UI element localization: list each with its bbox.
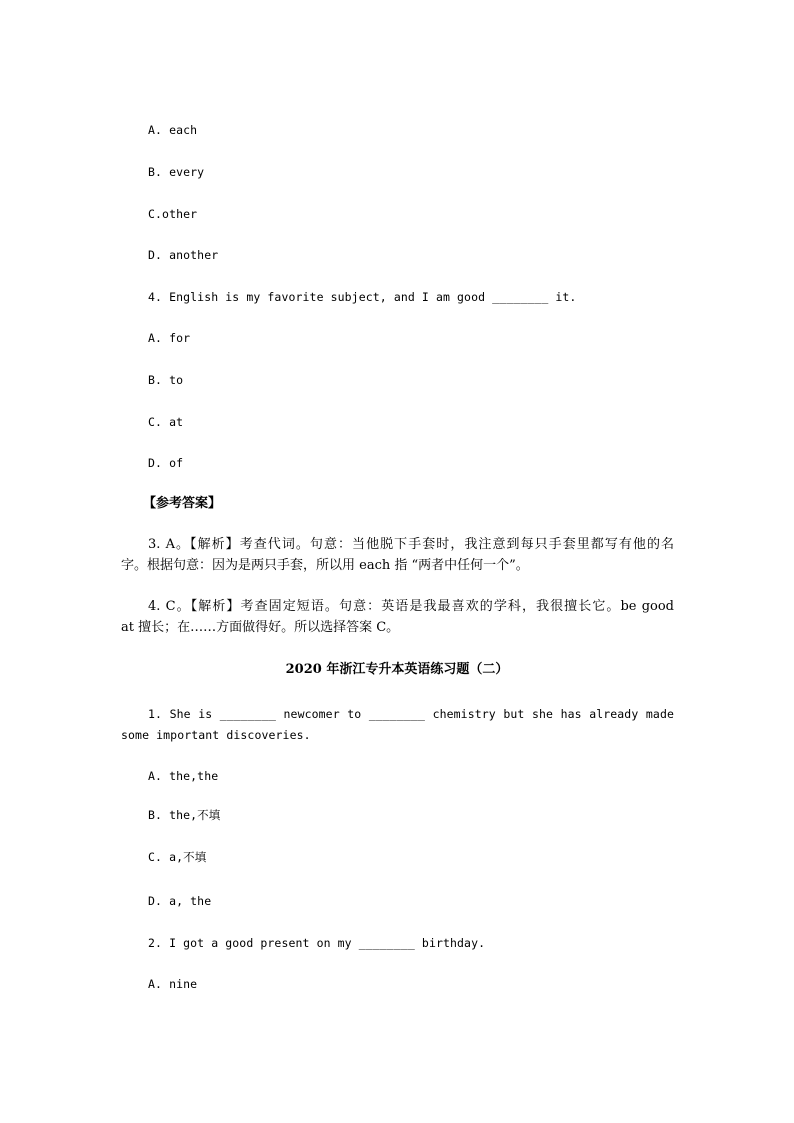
q3-option-a: A. each: [148, 123, 198, 137]
q1-option-a: A. the,the: [148, 769, 219, 783]
q4-option-b: B. to: [148, 373, 184, 387]
q1-stem-line-2: some important discoveries.: [121, 728, 311, 742]
q1-option-b: B. the,不填: [148, 808, 221, 822]
q4-option-c: C. at: [148, 415, 184, 429]
q3-option-d: D. another: [148, 248, 219, 262]
q1-option-d: D. a, the: [148, 894, 212, 908]
q3-option-b: B. every: [148, 165, 205, 179]
q4-option-a: A. for: [148, 331, 191, 345]
q4-stem: 4. English is my favorite subject, and I am good ________ it.: [148, 290, 577, 304]
answer-3-line-1: 3. A。【解析】考查代词。句意：当他脱下手套时，我注意到每只手套里都写有他的名: [148, 537, 674, 552]
section-title: 2020 年浙江专升本英语练习题（二）: [285, 662, 509, 677]
q1-stem-line-1: 1. She is ________ newcomer to ________ chemistry but she has already made: [148, 707, 674, 721]
q4-option-d: D. of: [148, 456, 184, 470]
answer-3-line-2: 字。根据句意：因为是两只手套，所以用 each 指 “两者中任何一个”。: [121, 558, 529, 573]
q2-option-a: A. nine: [148, 977, 198, 991]
q1-option-c: C. a,不填: [148, 850, 207, 864]
answer-4-line-1: 4. C。【解析】考查固定短语。句意：英语是我最喜欢的学科，我很擅长它。be good: [148, 599, 674, 614]
answer-4-line-2: at 擅长；在……方面做得好。所以选择答案 C。: [121, 620, 400, 635]
answers-heading: 【参考答案】: [143, 496, 222, 511]
q2-stem: 2. I got a good present on my ________ birthday.: [148, 936, 486, 950]
q3-option-c: C.other: [148, 207, 198, 221]
